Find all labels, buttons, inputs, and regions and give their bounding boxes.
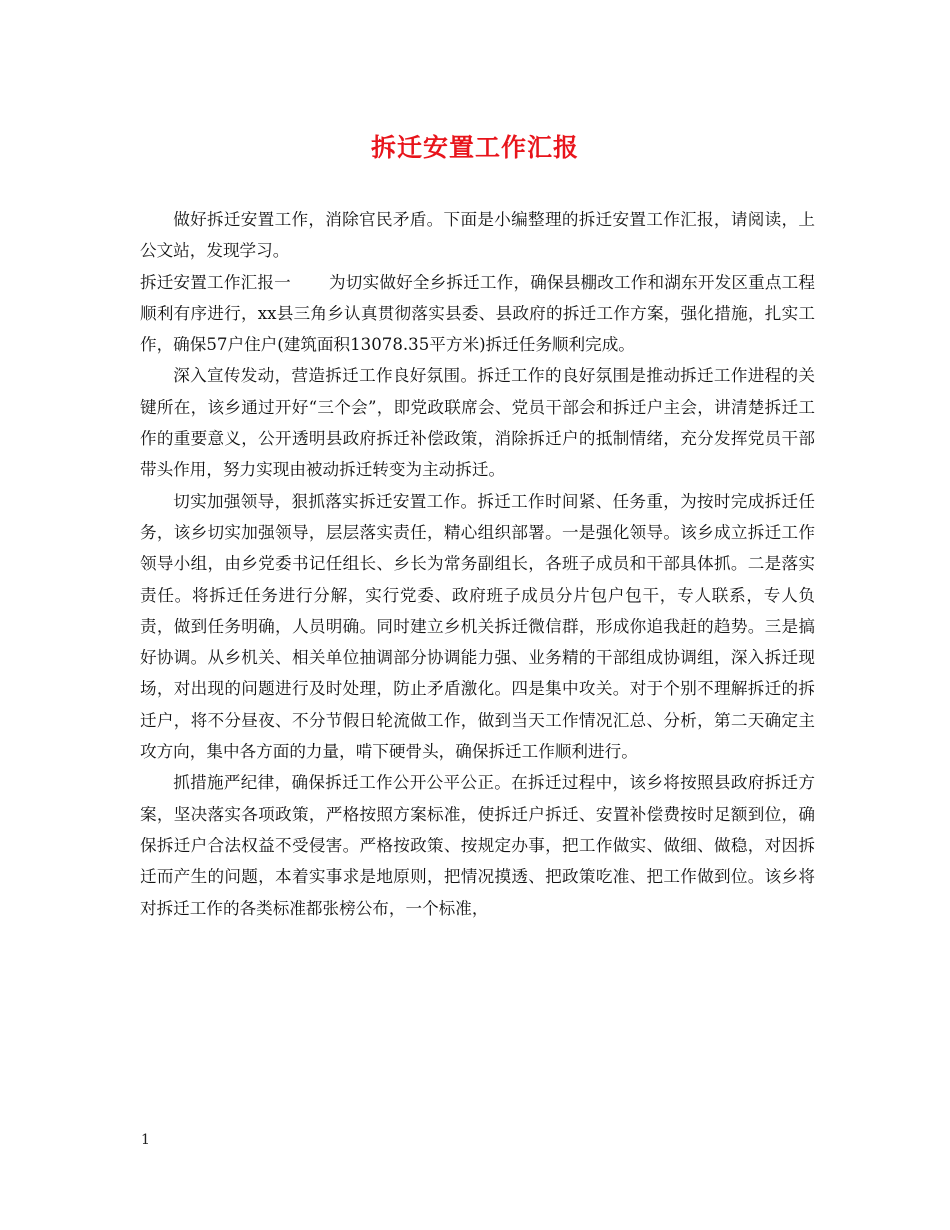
section-heading: 拆迁安置工作汇报一 xyxy=(140,272,291,292)
section-opening-text: 为切实做好全乡拆迁工作，确保县棚改工作和湖东开发区重点工程顺利有序进行，xx县三角乡认真贯彻落实县委、县政府的拆迁工作方案，强化措施，扎实工作，确保57户住户(建筑面积13078.35平方米)拆迁任务顺利完成。 xyxy=(140,272,816,355)
body-paragraph-propaganda: 深入宣传发动，营造拆迁工作良好氛围。拆迁工作的良好氛围是推动拆迁工作进程的关键所在，该乡通过开好“三个会”，即党政联席会、党员干部会和拆迁户主会，讲清楚拆迁工作的重要意义，公开透明县政府拆迁补偿政策，消除拆迁户的抵制情绪，充分发挥党员干部带头作用，努力实现由被动拆迁转变为主动拆迁。 xyxy=(140,366,815,480)
body-paragraph-leadership: 切实加强领导，狠抓落实拆迁安置工作。拆迁工作时间紧、任务重，为按时完成拆迁任务，该乡切实加强领导，层层落实责任，精心组织部署。一是强化领导。该乡成立拆迁工作领导小组，由乡党委书记任组长、乡长为常务副组长，各班子成员和干部具体抓。二是落实责任。将拆迁任务进行分解，实行党委、政府班子成员分片包户包干，专人联系，专人负责，做到任务明确，人员明确。同时建立乡机关拆迁微信群，形成你追我赶的趋势。三是搞好协调。从乡机关、相关单位抽调部分协调能力强、业务精的干部组成协调组，深入拆迁现场，对出现的问题进行及时处理，防止矛盾激化。四是集中攻关。对于个别不理解拆迁的拆迁户，将不分昼夜、不分节假日轮流做工作，做到当天工作情况汇总、分析，第二天确定主攻方向，集中各方面的力量，啃下硬骨头，确保拆迁工作顺利进行。 xyxy=(140,491,815,762)
document-title: 拆迁安置工作汇报 xyxy=(370,133,579,162)
intro-paragraph: 做好拆迁安置工作，消除官民矛盾。下面是小编整理的拆迁安置工作汇报，请阅读，上公文站，发现学习。 xyxy=(140,210,815,261)
section-paragraph xyxy=(140,267,815,361)
document-body xyxy=(140,204,815,924)
body-paragraph-discipline: 抓措施严纪律，确保拆迁工作公开公平公正。在拆迁过程中，该乡将按照县政府拆迁方案，坚决落实各项政策，严格按照方案标准，使拆迁户拆迁、安置补偿费按时足额到位，确保拆迁户合法权益不受侵害。严格按政策、按规定办事，把工作做实、做细、做稳，对因拆迁而产生的问题，本着实事求是地原则，把情况摸透、把政策吃准、把工作做到位。该乡将对拆迁工作的各类标准都张榜公布，一个标准， xyxy=(140,773,815,918)
page-number: 1 xyxy=(141,1132,150,1148)
